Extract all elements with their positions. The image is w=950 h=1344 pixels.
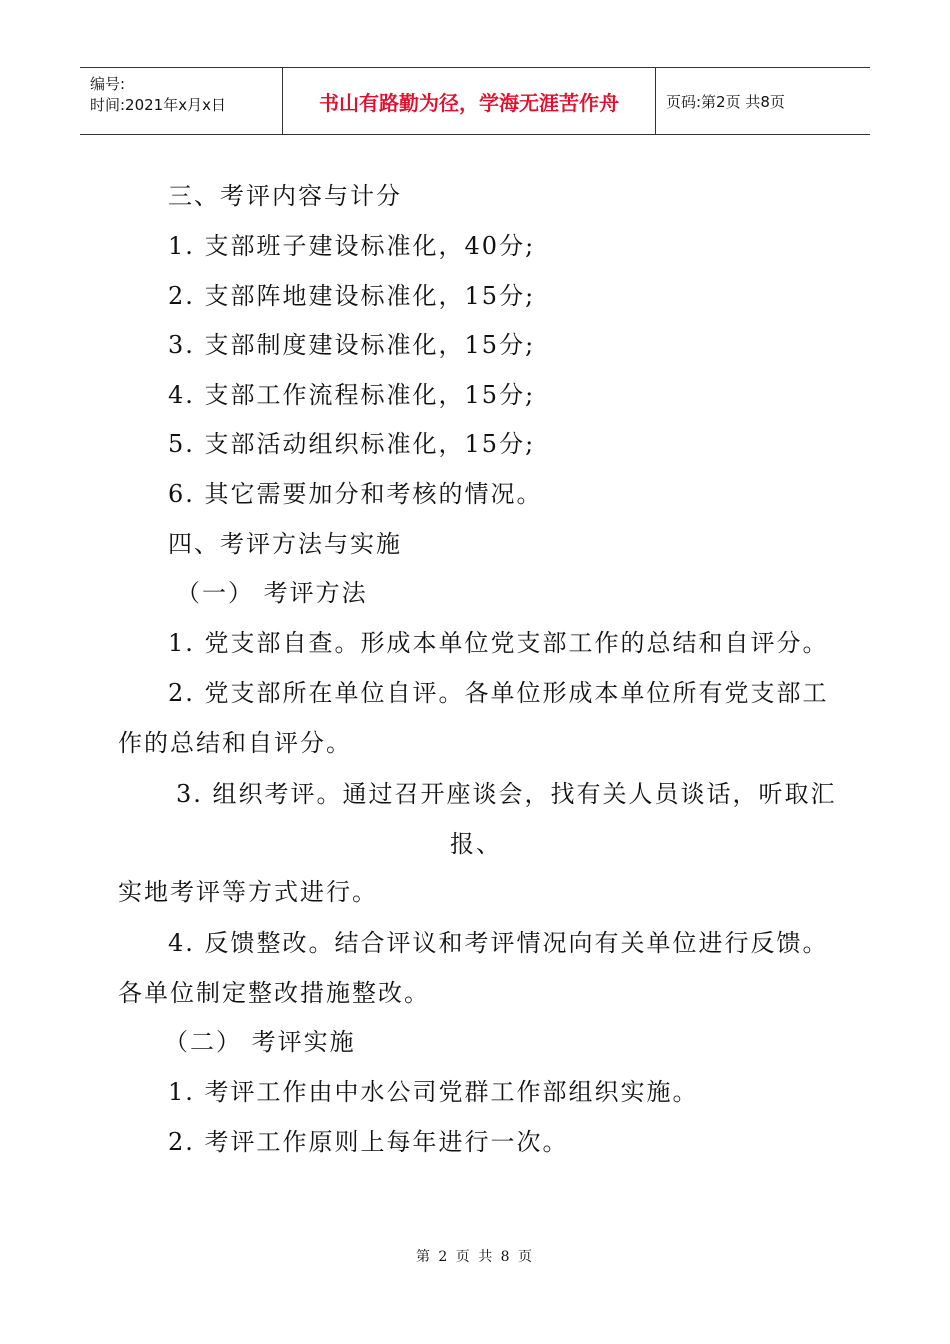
subsection-heading-2: （二） 考评实施 <box>164 1028 356 1056</box>
list-item: 5. 支部活动组织标准化，15分; <box>168 430 536 458</box>
header-page-info: 页码:第2页 共8页 <box>666 92 785 111</box>
number-label: 编号: <box>90 75 126 93</box>
subsection-heading-1: （一） 考评方法 <box>176 579 368 607</box>
section-heading-3: 三、考评内容与计分 <box>168 182 402 210</box>
list-item: 3. 支部制度建设标准化，15分; <box>168 331 536 359</box>
list-item: 1. 考评工作由中水公司党群工作部组织实施。 <box>168 1078 699 1106</box>
list-item: 4. 支部工作流程标准化，15分; <box>168 381 536 409</box>
list-item: 2. 考评工作原则上每年进行一次。 <box>168 1128 569 1156</box>
list-item: 4. 反馈整改。结合评议和考评情况向有关单位进行反馈。 <box>168 929 829 957</box>
list-item: 1. 支部班子建设标准化，40分; <box>168 232 536 260</box>
list-item: 2. 支部阵地建设标准化，15分; <box>168 282 536 310</box>
list-item-continuation: 作的总结和自评分。 <box>118 729 352 757</box>
list-item-continuation: 报、 <box>450 830 502 858</box>
header-page-cell <box>656 68 870 134</box>
header-motto: 书山有路勤为径，学海无涯苦作舟 <box>319 90 619 115</box>
time-label: 时间:2021年x月x日 <box>90 96 226 114</box>
list-item: 1. 党支部自查。形成本单位党支部工作的总结和自评分。 <box>168 629 829 657</box>
list-item-continuation: 各单位制定整改措施整改。 <box>118 979 430 1007</box>
list-item: 3. 组织考评。通过召开座谈会，找有关人员谈话，听取汇 <box>176 780 837 808</box>
header-left-cell <box>80 68 283 134</box>
list-item: 6. 其它需要加分和考核的情况。 <box>168 480 543 508</box>
page-footer: 第 2 页 共 8 页 <box>415 1249 535 1265</box>
section-heading-4: 四、考评方法与实施 <box>168 530 402 558</box>
page-header <box>80 67 870 135</box>
list-item: 2. 党支部所在单位自评。各单位形成本单位所有党支部工 <box>168 679 829 707</box>
header-motto-cell <box>283 68 656 134</box>
list-item-continuation: 实地考评等方式进行。 <box>118 878 378 906</box>
